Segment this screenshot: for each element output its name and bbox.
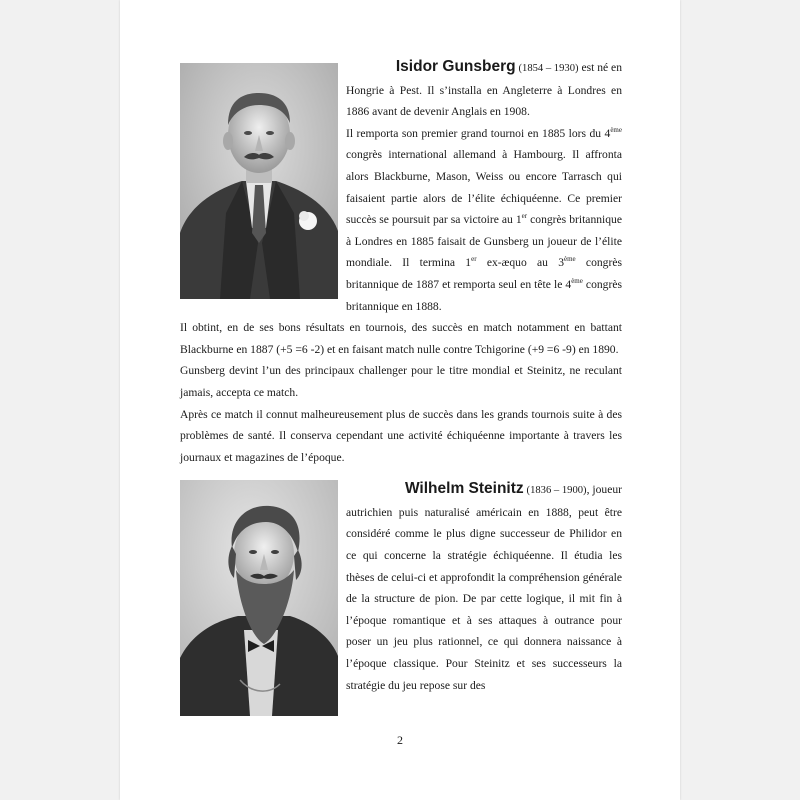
gunsberg-p2-part-d: ex-æquo au 3 [476, 256, 564, 270]
section-steinitz [180, 478, 622, 696]
gunsberg-photo-frame [180, 63, 338, 299]
gunsberg-p2-sup-2: er [521, 212, 528, 221]
page-content [180, 0, 622, 716]
steinitz-dates: (1836 – 1900) [526, 485, 587, 497]
steinitz-name: Wilhelm Steinitz [404, 480, 524, 498]
steinitz-paragraph-1: autrichien puis naturalisé américain en 1888, peut être considéré comme le plus digne successeur de Philidor en ce qui concerne la stratégie échiquéenne. Il étudia les thèses de celui-ci et approfondit la compréhension générale de la structure de pion. De par cette logique, il mit fin à l’époque romantique et à ses attaques à outrance pour poser un jeu plus rationnel, ce qui donnera naissance à l’époque classique. Pour Steinitz et ses successeurs la stratégie du jeu repose sur des [346, 505, 622, 692]
gunsberg-paragraph-3: Il obtint, en de ses bons résultats en tournois, des succès en match notamment en battant Blackburne en 1887 (+5 =6 -2) et en faisant match nulle contre Tchigorine (+9 =6 -9) en 1890. [180, 321, 622, 356]
gunsberg-p2-part-b: congrès international allemand à Hambourg. Il affronta alors Blackburne, Mason, Weiss ou encore Tarrasch qui faisaient partie alors de l’élite échiquéenne. Ce premier succès se poursuit par sa victoire au 1 [346, 148, 622, 227]
gunsberg-p2-sup-4: ème [564, 255, 576, 264]
gunsberg-p2-part-e: congrès britannique de 1887 et remporta seul en tête le 4 [346, 256, 622, 291]
gunsberg-p2-part-c: congrès britannique à Londres en 1885 faisait de Gunsberg un joueur de l’élite mondiale. Il termina 1 [346, 213, 622, 270]
gunsberg-paragraph-4: Gunsberg devint l’un des principaux challenger pour le titre mondial et Steinitz, ne reculant jamais, accepta ce match. [180, 364, 622, 399]
gunsberg-dates: (1854 – 1930) [518, 63, 579, 74]
gunsberg-paragraph-5: Après ce match il connut malheureusement plus de succès dans les grands tournois suite à des problèmes de santé. Il conserva cependant une activité échiquéenne importante à travers les journaux et magazines de l’époque. [180, 407, 622, 464]
gunsberg-intro-tail: est né en [581, 61, 622, 74]
steinitz-photo-frame [180, 480, 338, 716]
steinitz-intro-tail: , joueur [586, 483, 622, 497]
gunsberg-p2-part-a: Il remporta son premier grand tournoi en 1885 lors du 4 [346, 126, 611, 140]
document-page [120, 0, 680, 800]
gunsberg-p2-sup-1: ème [610, 125, 622, 134]
gunsberg-portrait-icon [180, 63, 338, 299]
gunsberg-paragraph-1: Hongrie à Pest. Il s’installa en Angleterre à Londres en 1886 avant de devenir Anglais en 1908. [346, 83, 622, 119]
gunsberg-p2-part-f: congrès britannique en 1888. [346, 277, 622, 313]
section-gunsberg [180, 0, 622, 468]
gunsberg-p2-sup-5: ème [571, 276, 583, 285]
page-number: 2 [397, 733, 403, 747]
gunsberg-name: Isidor Gunsberg [395, 58, 516, 75]
steinitz-portrait-icon [180, 480, 338, 716]
gunsberg-p2-sup-3: er [471, 255, 477, 264]
